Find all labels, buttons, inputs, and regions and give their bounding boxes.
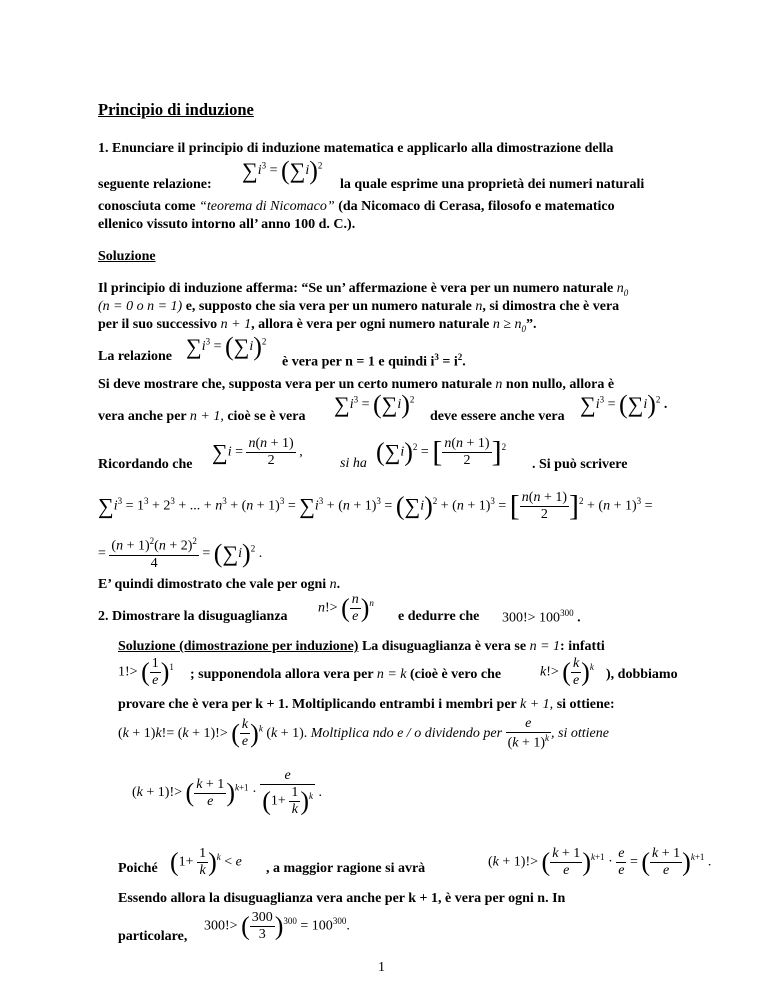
gauss-square-formula: $(\sum i)^2$ = [ $\frac{n(n + 1)}{2}$ ]$^2$: [376, 435, 507, 469]
nicomaco-formula: $\sum i^3 = (\sum i)^2$: [242, 156, 323, 185]
relation-formula: $\sum i^3 = (\sum i)^2$: [186, 332, 267, 361]
problem-2-solution-line: Soluzione (dimostrazione per induzione) La disuguaglianza è vera se n = 1: infatti: [118, 639, 605, 654]
page-title: Principio di induzione: [98, 100, 254, 119]
problem-2-line-1a: 2. Dimostrare la disuguaglianza: [98, 609, 288, 624]
problem-1-line-2-text: la quale esprime una proprietà dei numeri naturali: [340, 177, 645, 192]
derivation-line-1: $\sum i^3 = 1^3 + 2^3$ + ... + $n^3 + (n + 1)^3 = \sum i^3 + (n + 1)^3 = (\sum i)^2 + (n + 1)^3$ = [ $\frac{n(n + 1)}{2}$ ]$^2 + (n + 1)^3$ =: [98, 489, 653, 523]
final-inequality: (k + 1)!> ( $\frac{k + 1}{e}$ )$^{k+1}$ · $\frac{e}{e}$ = ( $\frac{k + 1}{e}$ )$^{k+1}$ .: [488, 846, 712, 878]
derivation-line-2: = $\frac{(n + 1)^2(n + 2)^2}{4}$ = $(\sum i)^2$ .: [98, 536, 263, 571]
relation-label: La relazione: [98, 349, 173, 364]
page-number: 1: [378, 960, 385, 975]
si-ha-text: si ha: [340, 456, 367, 471]
multiplication-step: (k + 1)k!= (k + 1)!> ( $\frac{k}{e}$ )$^k$ (k + 1). Moltiplica ndo e / o dividendo per $\frac{e}{(k + 1)^k}$ , si ottiene: [118, 716, 609, 751]
factorial-inequality: n!> ( $\frac{n}{e}$ )$^n$: [318, 592, 374, 624]
target-inequality: $300!> 100^{300}$ .: [502, 608, 581, 626]
induction-step-line-2b: deve essere anche vera: [430, 409, 565, 424]
hypothesis-k-formula: k!> ( $\frac{k}{e}$ )$^k$: [540, 656, 594, 688]
gauss-sum-formula: ∑i = $\frac{n(n + 1)}{2}$ ,: [212, 436, 303, 468]
problem-1-line-3: conosciuta come “teorema di Nicomaco” (da Nicomaco di Cerasa, filosofo e matematico: [98, 199, 615, 214]
intermediate-inequality: (k + 1)!> ( $\frac{k + 1}{e}$ )$^{k+1}$ · e (1+ $\frac{1}{k}$ )$^k$ .: [132, 768, 322, 817]
problem-1-line-1: 1. Enunciare il principio di induzione matematica e applicarlo alla dimostrazione della: [98, 141, 614, 156]
hypothesis-end-text: ), dobbiamo: [606, 667, 678, 682]
problem-1-line-4: ellenico vissuto intorno all’ anno 100 d. C.).: [98, 217, 356, 232]
induction-step-line-1: Si deve mostrare che, supposta vera per un certo numero naturale n non nullo, allora è: [98, 377, 615, 392]
poiche-label: Poiché: [118, 861, 158, 876]
solution-1-line-1: Il principio di induzione afferma: “Se un’ affermazione è vera per un numero naturale $n_0$: [98, 281, 629, 298]
thesis-formula: $\sum i^3 = (\sum i)^2$ .: [580, 390, 668, 419]
a-maggior-ragione-text: , a maggior ragione si avrà: [266, 861, 426, 876]
relation-text: è vera per n = 1 e quindi $i^3 = i^2$.: [282, 352, 466, 370]
recall-label: Ricordando che: [98, 457, 193, 472]
solution-1-line-3: per il suo successivo n + 1, allora è vera per ogni numero naturale $n \ge n_0$”.: [98, 317, 537, 334]
conclusion-2-line-2: particolare,: [118, 929, 188, 944]
recall-continuation: . Si può scrivere: [532, 457, 628, 472]
problem-1-line-2-label: seguente relazione:: [98, 177, 212, 192]
problem-2-line-1b: e dedurre che: [398, 609, 480, 624]
e-bound-formula: (1+ $\frac{1}{k}$ )$^k$ < e: [170, 846, 242, 878]
base-case-formula: 1!> ( $\frac{1}{e}$ )$^1$: [118, 656, 174, 688]
prove-k-plus-1-text: provare che è vera per k + 1. Moltiplicando entrambi i membri per k + 1, si ottiene:: [118, 697, 615, 712]
particular-case-formula: 300!> ( $\frac{300}{3}$ )$^{300} = 100^{300}$.: [204, 910, 350, 942]
solution-heading: Soluzione: [98, 249, 156, 264]
induction-step-line-2a: vera anche per n + 1, cioè se è vera: [98, 409, 306, 424]
hypothesis-formula: $\sum i^3 = (\sum i)^2$: [334, 390, 415, 419]
conclusion-2-line-1: Essendo allora la disuguaglianza vera anche per k + 1, è vera per ogni n. In: [118, 891, 566, 906]
inductive-hypothesis-text: ; supponendola allora vera per n = k (cioè è vero che: [190, 667, 502, 682]
solution-1-line-2: (n = 0 o n = 1) e, supposto che sia vera per un numero naturale n, si dimostra che è vera: [98, 299, 620, 314]
conclusion-1: E’ quindi dimostrato che vale per ogni n.: [98, 577, 341, 592]
